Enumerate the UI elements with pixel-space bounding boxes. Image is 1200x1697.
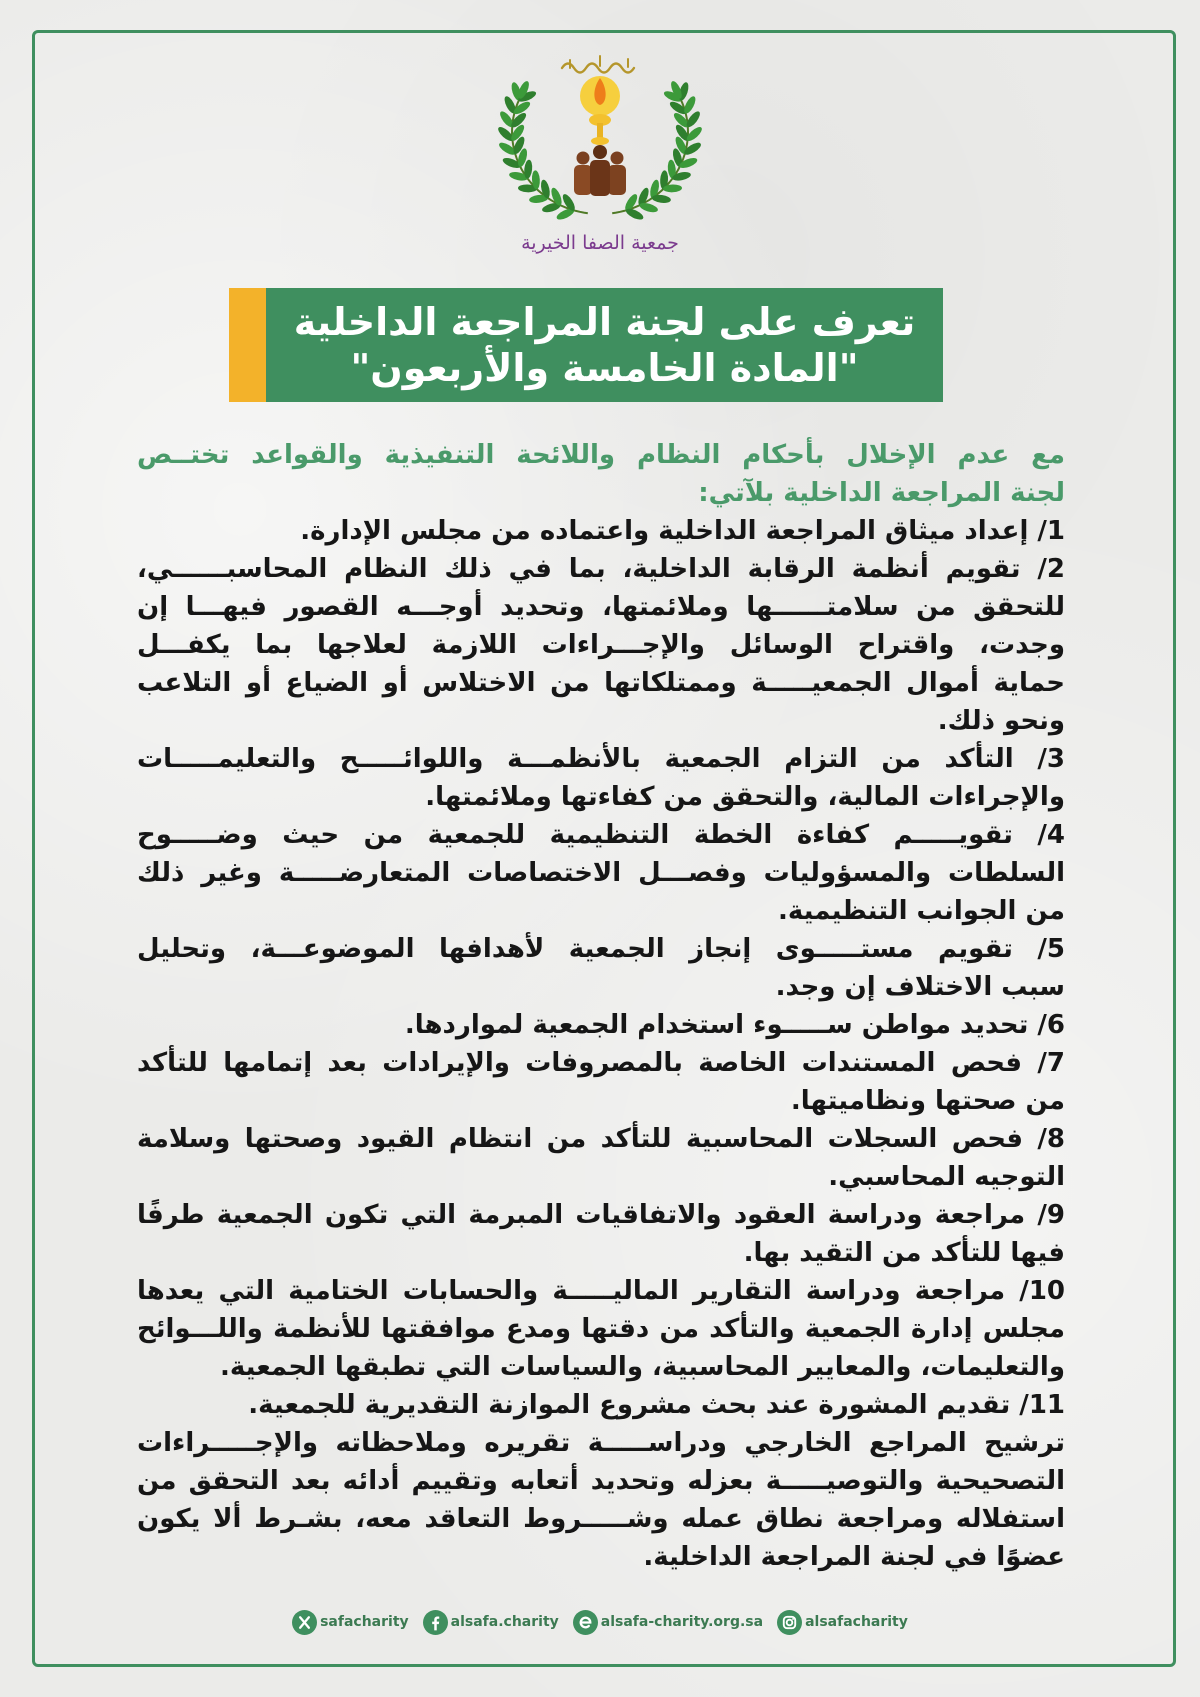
item-line: 4/ تقويـــــم كفاءة الخطة التنظيمية للجمعية من حيث وضـــــوح: [137, 820, 1065, 850]
item-line: ترشيح المراجع الخارجي ودراســـــة تقريره وملاحظاته والإجـــــراءات: [137, 1428, 1065, 1458]
page-title: تعرف على لجنة المراجعة الداخلية: [293, 300, 916, 344]
x-icon: [292, 1610, 317, 1635]
item-11: [137, 1386, 1065, 1424]
intro-line: مع عدم الإخلال بأحكام النظام واللائحة التنفيذية والقواعد تختــص: [137, 440, 1065, 470]
item-line: عضوًا في لجنة المراجعة الداخلية.: [643, 1542, 1065, 1572]
intro-paragraph: [137, 436, 1065, 512]
figure-left-head: [577, 152, 590, 165]
item-line: استفلاله ومراجعة نطاق عمله وشـــــروط التعاقد معه، بشـرط ألا يكون: [137, 1504, 1065, 1534]
item-line: حماية أموال الجمعيـــــة وممتلكاتها من الاختلاس أو الضياع أو التلاعب: [137, 668, 1065, 698]
item-3: [137, 740, 1065, 816]
item-line: 9/ مراجعة ودراسة العقود والاتفاقيات المبرمة التي تكون الجمعية طرفًا: [137, 1200, 1065, 1230]
item-line: 7/ فحص المستندات الخاصة بالمصروفات والإيرادات بعد إتمامها للتأكد: [137, 1048, 1065, 1078]
title-banner: [266, 288, 943, 402]
item-line: 3/ التأكد من التزام الجمعية بالأنظمـــة واللوائـــــح والتعليمـــــات: [137, 744, 1065, 774]
social-facebook-handle: alsafa.charity: [450, 1614, 559, 1630]
item-line: 5/ تقويم مستـــــوى إنجاز الجمعية لأهدافها الموضوعـــة، وتحليل: [137, 934, 1065, 964]
instagram-icon: [777, 1610, 802, 1635]
item-line: 8/ فحص السجلات المحاسبية للتأكد من انتظام القيود وصحتها وسلامة: [137, 1124, 1065, 1154]
item-line: 2/ تقويم أنظمة الرقابة الداخلية، بما في ذلك النظام المحاسبــــــي،: [137, 554, 1065, 584]
item-6: [137, 1006, 1065, 1044]
social-facebook: [423, 1610, 559, 1635]
charity-logo: [500, 52, 700, 227]
item-line: سبب الاختلاف إن وجد.: [775, 972, 1065, 1002]
social-instagram-handle: alsafacharity: [805, 1614, 908, 1630]
item-line: مجلس إدارة الجمعية والتأكد من دقتها ومدع موافقتها للأنظمة واللـــوائح: [137, 1314, 1065, 1344]
social-footer: [150, 1607, 1050, 1637]
item-1: [137, 512, 1065, 550]
item-line: ونحو ذلك.: [937, 706, 1065, 736]
item-line: السلطات والمسؤوليات وفصـــل الاختصاصات المتعارضـــــة وغير ذلك: [137, 858, 1065, 888]
item-5: [137, 930, 1065, 1006]
social-website: [573, 1610, 763, 1635]
item-4: [137, 816, 1065, 930]
item-line: من صحتها ونظاميتها.: [790, 1086, 1065, 1116]
social-x: [292, 1610, 409, 1635]
item-12: [137, 1424, 1065, 1576]
item-9: [137, 1196, 1065, 1272]
item-10: [137, 1272, 1065, 1386]
item-line: والإجراءات المالية، والتحقق من كفاءتها وملائمتها.: [425, 782, 1065, 812]
item-8: [137, 1120, 1065, 1196]
item-line: فيها للتأكد من التقيد بها.: [743, 1238, 1065, 1268]
lamp-base: [591, 137, 609, 145]
title-accent-bar: [229, 288, 266, 402]
item-2: [137, 550, 1065, 740]
item-line: والتعليمات، والمعايير المحاسبية، والسياسات التي تطبقها الجمعية.: [220, 1352, 1065, 1382]
item-7: [137, 1044, 1065, 1120]
logo-name: جمعية الصفا الخيرية: [521, 232, 679, 254]
item-line: 6/ تحديد مواطن ســـــوء استخدام الجمعية لمواردها.: [404, 1010, 1065, 1040]
intro-line: لجنة المراجعة الداخلية بلآتي:: [698, 478, 1065, 508]
website-url: alsafa-charity.org.sa: [600, 1614, 764, 1630]
item-line: من الجوانب التنظيمية.: [777, 896, 1065, 926]
item-line: وجدت، واقتراح الوسائل والإجـــراءات اللازمة لعلاجها بما يكفـــل: [137, 630, 1065, 660]
item-line: التصحيحية والتوصيـــــة بعزله وتحديد أتعابه وتقييم أدائه بعد التحقق من: [137, 1466, 1065, 1496]
social-instagram: [777, 1610, 908, 1635]
page-subtitle: "المادة الخامسة والأربعون": [350, 346, 859, 390]
facebook-icon: [423, 1610, 448, 1635]
figure-center-body: [590, 160, 610, 196]
item-line: 11/ تقديم المشورة عند بحث مشروع الموازنة التقديرية للجمعية.: [248, 1390, 1065, 1420]
item-line: للتحقق من سلامتــــــها وملائمتها، وتحديد أوجـــه القصور فيهـــا إن: [137, 592, 1065, 622]
figure-right-body: [608, 165, 626, 195]
figure-right-head: [611, 152, 624, 165]
logo-calligraphy-flourish: [562, 64, 634, 73]
item-line: التوجيه المحاسبي.: [828, 1162, 1065, 1192]
article-body: [137, 436, 1065, 1576]
figure-center-head: [593, 145, 607, 159]
figure-left-body: [574, 165, 592, 195]
item-line: 1/ إعداد ميثاق المراجعة الداخلية واعتماده من مجلس الإدارة.: [300, 516, 1065, 546]
website-icon: [573, 1610, 598, 1635]
item-line: 10/ مراجعة ودراسة التقارير الماليـــــة والحسابات الختامية التي يعدها: [137, 1276, 1065, 1306]
social-x-handle: safacharity: [320, 1614, 409, 1630]
